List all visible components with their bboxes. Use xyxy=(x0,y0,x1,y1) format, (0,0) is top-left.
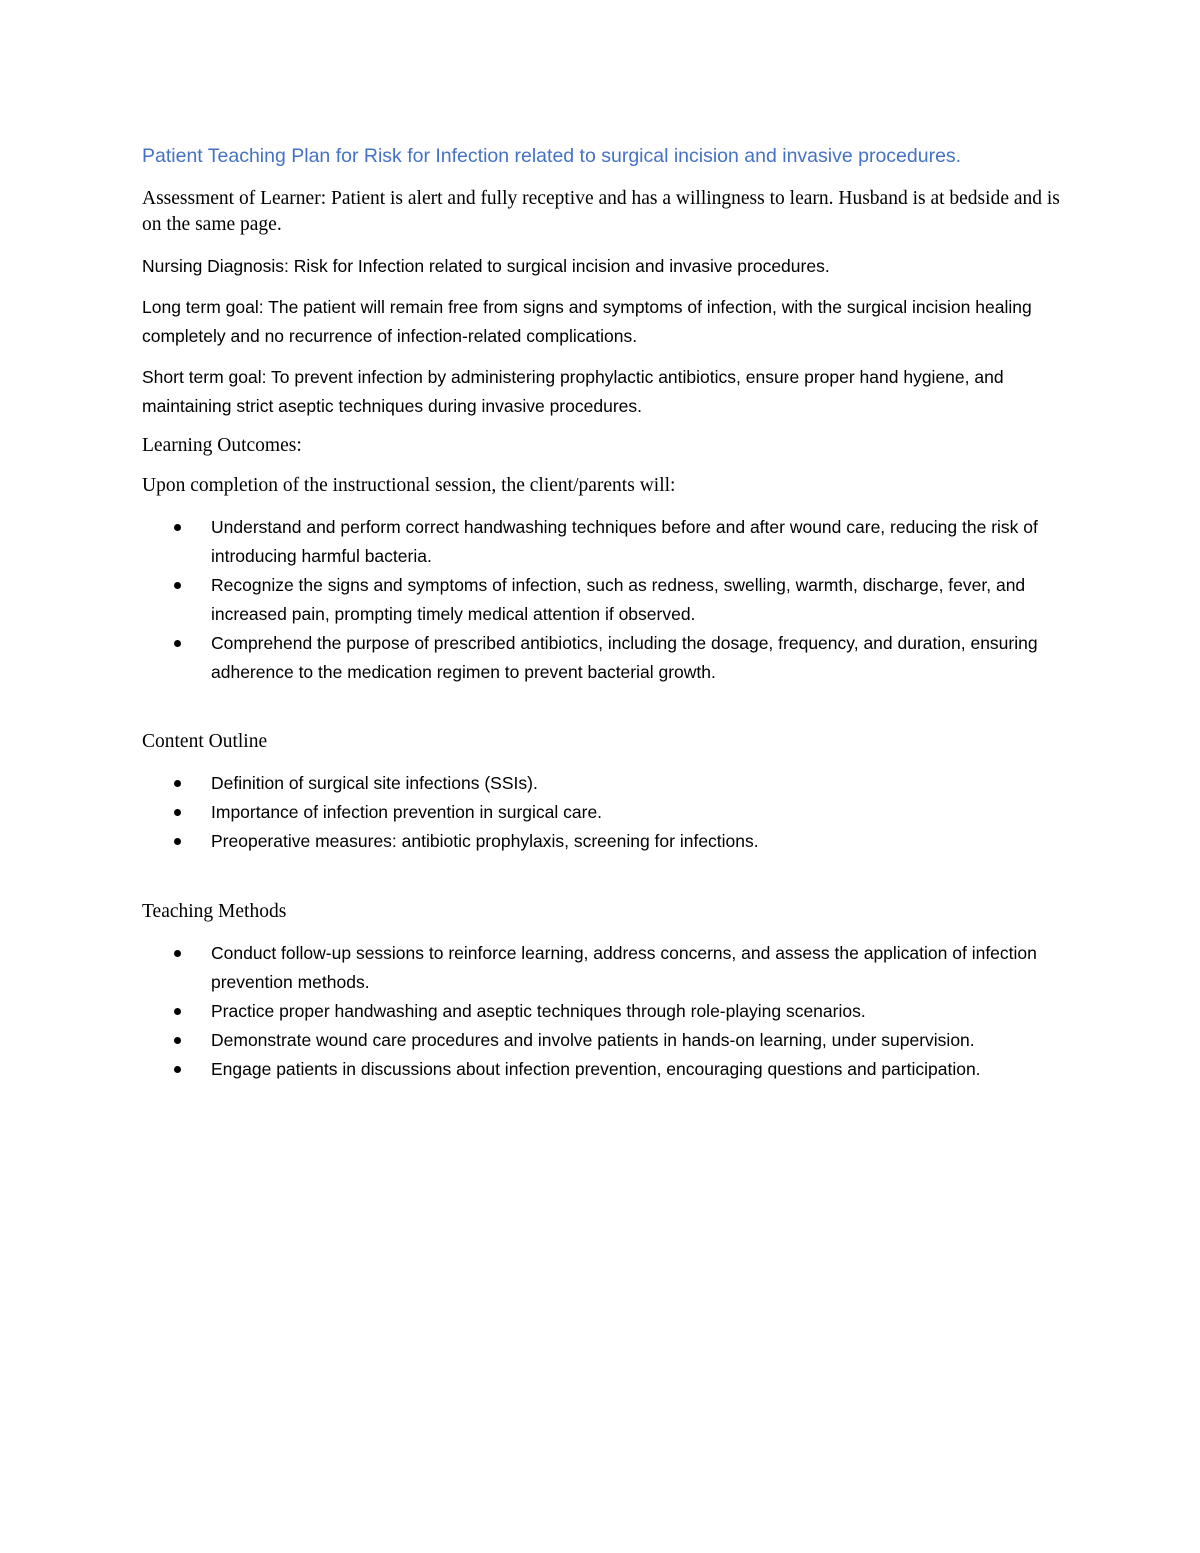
spacer xyxy=(142,699,1062,729)
bullet-icon xyxy=(174,524,181,531)
teaching-methods-list xyxy=(142,939,1062,1084)
nursing-diagnosis-label: Nursing Diagnosis: xyxy=(142,256,294,276)
assessment-label: Assessment of Learner: xyxy=(142,188,331,209)
learning-outcomes-list xyxy=(142,513,1062,687)
assessment-paragraph xyxy=(142,186,1062,238)
nursing-diagnosis-paragraph xyxy=(142,252,1062,281)
content-outline-list xyxy=(142,769,1062,856)
long-term-goal-paragraph xyxy=(142,293,1062,351)
list-item xyxy=(142,571,1062,629)
list-item-text: Comprehend the purpose of prescribed antibiotics, including the dosage, frequency, and duration, ensuring adherence to the medication regimen to prevent bacterial growth. xyxy=(211,633,1038,682)
document-title: Patient Teaching Plan for Risk for Infection related to surgical incision and invasive procedures. xyxy=(142,145,962,167)
list-item xyxy=(142,1055,1062,1084)
list-item xyxy=(142,513,1062,571)
bullet-icon xyxy=(174,1037,181,1044)
short-term-goal-text: To prevent infection by administering prophylactic antibiotics, ensure proper hand hygiene, and maintaining strict aseptic techniques during invasive procedures. xyxy=(142,367,1004,416)
list-item xyxy=(142,629,1062,687)
learning-outcomes-heading: Learning Outcomes: xyxy=(142,435,302,456)
content-outline-heading: Content Outline xyxy=(142,731,268,752)
list-item-text: Definition of surgical site infections (SSIs). xyxy=(211,773,538,793)
bullet-icon xyxy=(174,780,181,787)
learning-outcomes-intro: Upon completion of the instructional session, the client/parents will: xyxy=(142,475,676,496)
short-term-goal-paragraph xyxy=(142,363,1062,421)
nursing-diagnosis-text: Risk for Infection related to surgical incision and invasive procedures. xyxy=(293,256,830,276)
bullet-icon xyxy=(174,1008,181,1015)
list-item-text: Importance of infection prevention in surgical care. xyxy=(211,802,603,822)
bullet-icon xyxy=(174,582,181,589)
list-item xyxy=(142,939,1062,997)
list-item xyxy=(142,769,1062,798)
list-item-text: Recognize the signs and symptoms of infection, such as redness, swelling, warmth, discharge, fever, and increased pain, prompting timely medical attention if observed. xyxy=(211,575,1026,624)
list-item-text: Practice proper handwashing and aseptic techniques through role-playing scenarios. xyxy=(211,1001,866,1021)
list-item-text: Engage patients in discussions about infection prevention, encouraging questions and participation. xyxy=(211,1059,981,1079)
list-item-text: Conduct follow-up sessions to reinforce learning, address concerns, and assess the application of infection prevention methods. xyxy=(211,943,1037,992)
spacer xyxy=(142,868,1062,899)
list-item xyxy=(142,798,1062,827)
list-item xyxy=(142,1026,1062,1055)
list-item-text: Demonstrate wound care procedures and involve patients in hands-on learning, under supervision. xyxy=(211,1030,975,1050)
list-item-text: Understand and perform correct handwashing techniques before and after wound care, reducing the risk of introducing harmful bacteria. xyxy=(211,517,1038,566)
short-term-goal-label: Short term goal: xyxy=(142,367,272,387)
list-item-text: Preoperative measures: antibiotic prophylaxis, screening for infections. xyxy=(211,831,759,851)
teaching-methods-heading: Teaching Methods xyxy=(142,901,287,922)
assessment-text: Patient is alert and fully receptive and has a willingness to learn. Husband is at bedside and is on the same page. xyxy=(142,188,1060,235)
bullet-icon xyxy=(174,809,181,816)
bullet-icon xyxy=(174,640,181,647)
bullet-icon xyxy=(174,838,181,845)
bullet-icon xyxy=(174,1066,181,1073)
bullet-icon xyxy=(174,950,181,957)
long-term-goal-label: Long term goal: xyxy=(142,297,269,317)
document-content xyxy=(142,140,1062,1096)
long-term-goal-text: The patient will remain free from signs and symptoms of infection, with the surgical incision healing completely and no recurrence of infection-related complications. xyxy=(142,297,1032,346)
list-item xyxy=(142,827,1062,856)
list-item xyxy=(142,997,1062,1026)
